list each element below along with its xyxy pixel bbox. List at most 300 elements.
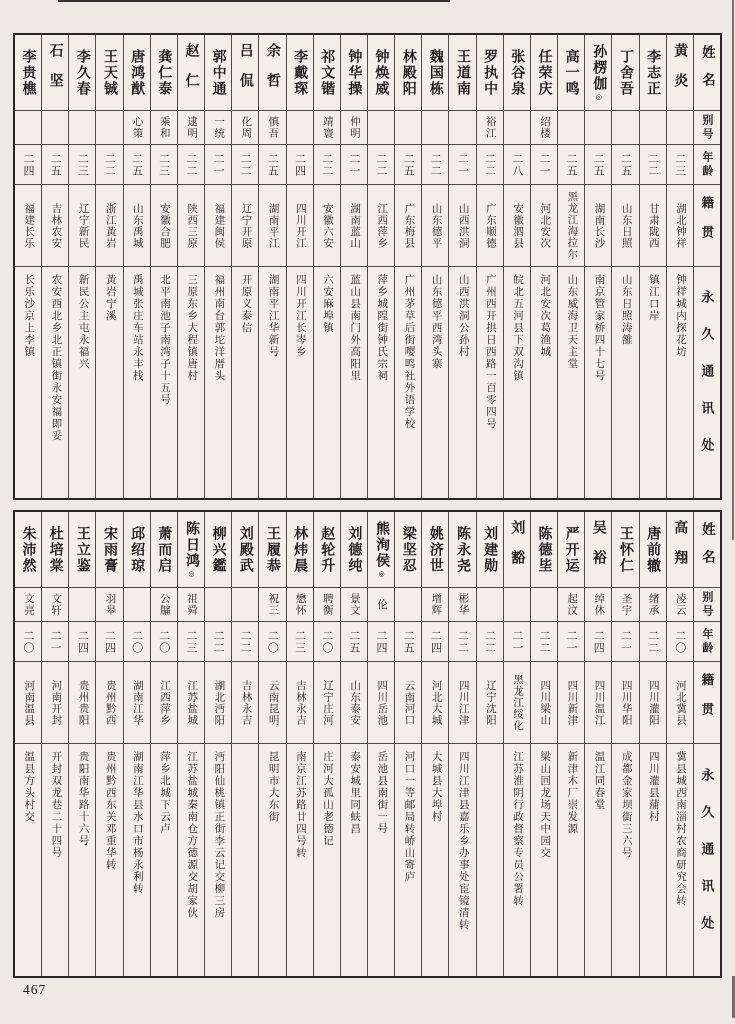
person-origin: 广东顺德: [484, 202, 496, 249]
person-alias: 化周: [240, 116, 252, 139]
alias-cell: [640, 588, 666, 622]
age-cell: [42, 145, 68, 185]
person-alias: 聘衡: [321, 593, 333, 616]
person-origin: 四川华阳: [620, 679, 632, 726]
person-name: 余哲: [264, 42, 280, 103]
origin-header-label: 籍贯: [699, 196, 714, 255]
origin-cell: [96, 662, 122, 744]
address-cell: [287, 267, 313, 498]
person-origin: 湖南蓝山: [349, 202, 361, 249]
origin-cell: [640, 662, 666, 744]
alias-cell: [314, 588, 340, 622]
person-alias: 一统: [213, 116, 225, 139]
person-age: 二〇: [266, 629, 279, 654]
origin-cell: [531, 662, 557, 744]
registry-table-lower: [13, 510, 722, 978]
address-cell: [69, 744, 95, 976]
age-cell: [667, 622, 693, 662]
address-cell: [504, 744, 530, 976]
person-name: 陈日鸿◎: [183, 521, 199, 578]
origin-cell: [558, 662, 584, 744]
person-alias: 心策: [131, 116, 143, 139]
person-address: 温江同春堂: [593, 751, 605, 811]
entry-column: [177, 512, 204, 976]
name-cell: [422, 35, 448, 111]
entry-column: [584, 35, 611, 498]
alias-cell: [124, 588, 150, 622]
person-name: 刘殿武: [237, 525, 253, 574]
person-alias: 伦: [376, 598, 388, 611]
alias-cell: [259, 588, 285, 622]
person-age: 二四: [293, 152, 306, 177]
person-age: 二一: [565, 629, 578, 654]
address-cell: [42, 267, 68, 498]
person-name: 梁坚忍: [400, 525, 416, 574]
origin-cell: [395, 662, 421, 744]
address-cell: [287, 744, 313, 976]
age-cell: [314, 622, 340, 662]
person-name: 魏国栋: [427, 48, 443, 97]
alias-cell: [287, 588, 313, 622]
person-name: 唐鸿猷: [129, 48, 145, 97]
person-alias: 增辉: [430, 593, 442, 616]
age-cell: [178, 145, 204, 185]
person-origin: 四川开江: [294, 202, 306, 249]
address-cell: [612, 267, 638, 498]
alias-cell: [341, 111, 367, 145]
origin-cell: [69, 662, 95, 744]
name-cell: [585, 35, 611, 111]
alias-cell: [368, 588, 394, 622]
entry-column: [204, 512, 231, 976]
name-cell: [124, 512, 150, 588]
age-cell: [395, 622, 421, 662]
address-cell: [69, 267, 95, 498]
person-origin: 湖北沔阳: [213, 679, 225, 726]
entry-column: [639, 35, 666, 498]
address-cell: [341, 744, 367, 976]
person-origin: 黑龙江绥化: [512, 673, 524, 732]
name-cell: [42, 512, 68, 588]
person-name: 陈德坒: [536, 525, 552, 574]
age-header-cell: [694, 145, 720, 185]
person-origin: 四川岳池: [376, 679, 388, 726]
name-cell: [178, 512, 204, 588]
person-age: 二五: [49, 152, 62, 177]
entry-column: [611, 35, 638, 498]
person-address: 江苏盐城秦南仓方德源交胡家伙: [186, 751, 198, 919]
origin-cell: [667, 662, 693, 744]
alias-cell: [395, 588, 421, 622]
origin-cell: [15, 662, 41, 744]
origin-cell: [314, 662, 340, 744]
person-name: 李久春: [74, 48, 90, 97]
person-name: 萧而启: [156, 525, 172, 574]
entry-column: [204, 35, 231, 498]
origin-cell: [422, 662, 448, 744]
address-cell: [96, 744, 122, 976]
person-alias: 绍楼: [538, 116, 550, 139]
person-age: 二二: [537, 629, 550, 654]
origin-cell: [368, 662, 394, 744]
name-header-cell: [694, 35, 720, 111]
person-age: 二五: [565, 152, 578, 177]
address-cell: [531, 267, 557, 498]
person-age: 二二: [429, 152, 442, 177]
person-name: 张谷泉: [509, 48, 525, 97]
person-origin: 福建长乐: [23, 202, 35, 249]
origin-cell: [42, 662, 68, 744]
person-address: 湖南平江华新号: [267, 274, 279, 358]
address-cell: [422, 744, 448, 976]
alias-cell: [558, 111, 584, 145]
person-name: 陈永尧: [455, 525, 471, 574]
person-name: 任荣庆: [536, 48, 552, 97]
address-cell: [151, 744, 177, 976]
age-header-label: 年龄: [700, 150, 713, 179]
origin-cell: [612, 662, 638, 744]
address-cell: [612, 744, 638, 976]
person-address: 福州南台郭坨洋厝头: [213, 274, 225, 382]
entry-column: [313, 512, 340, 976]
person-origin: 河北大城: [430, 679, 442, 726]
alias-cell: [395, 111, 421, 145]
person-name: 林殿阳: [400, 48, 416, 97]
origin-cell: [15, 185, 41, 267]
alias-cell: [504, 588, 530, 622]
name-cell: [640, 512, 666, 588]
entry-column: [448, 35, 475, 498]
name-cell: [449, 35, 475, 111]
person-age: 二八: [510, 152, 523, 177]
person-age: 二二: [103, 152, 116, 177]
person-age: 二二: [212, 629, 225, 654]
person-age: 二四: [103, 629, 116, 654]
name-cell: [612, 35, 638, 111]
alias-cell: [531, 111, 557, 145]
address-cell: [667, 744, 693, 976]
person-age: 二四: [76, 629, 89, 654]
alias-cell: [259, 111, 285, 145]
person-name: 王立鉴: [74, 525, 90, 574]
age-cell: [422, 145, 448, 185]
alias-cell: [640, 111, 666, 145]
address-cell: [96, 267, 122, 498]
address-cell: [151, 267, 177, 498]
person-age: 二一: [510, 629, 523, 654]
age-cell: [368, 622, 394, 662]
address-cell: [395, 744, 421, 976]
name-cell: [449, 512, 475, 588]
person-name: 刘豁: [509, 519, 525, 580]
scan-artifact-top-edge: [58, 0, 450, 2]
person-age: 二〇: [130, 629, 143, 654]
address-cell: [259, 744, 285, 976]
person-address: 禹城张庄车站永丰栈: [131, 274, 143, 382]
origin-cell: [259, 662, 285, 744]
age-cell: [449, 622, 475, 662]
address-header-label: 永久通讯处: [699, 767, 715, 953]
age-cell: [612, 145, 638, 185]
address-cell: [449, 744, 475, 976]
origin-cell: [69, 185, 95, 267]
person-origin: 吉林永吉: [240, 679, 252, 726]
person-age: 二五: [402, 152, 415, 177]
address-cell: [178, 267, 204, 498]
name-cell: [151, 35, 177, 111]
footnote-mark-icon: ◎: [186, 569, 195, 578]
person-address: 广州茅草后街嘤鸣社外语学校: [403, 274, 415, 430]
person-address: 四川江津县嘉乐乡办事处宦镜清转: [457, 751, 469, 931]
alias-header-cell: [694, 588, 720, 622]
address-cell: [667, 267, 693, 498]
age-cell: [531, 622, 557, 662]
entry-column: [530, 35, 557, 498]
entry-column: [421, 512, 448, 976]
person-address: 四川灌县蒲村: [647, 751, 659, 823]
person-origin: 四川温江: [593, 679, 605, 726]
name-cell: [504, 35, 530, 111]
name-cell: [124, 35, 150, 111]
address-cell: [558, 744, 584, 976]
name-cell: [15, 512, 41, 588]
name-cell: [42, 35, 68, 111]
person-alias: 文轩: [50, 593, 62, 616]
name-cell: [477, 35, 503, 111]
name-cell: [232, 35, 258, 111]
age-cell: [558, 145, 584, 185]
entry-column: [286, 35, 313, 498]
origin-cell: [449, 185, 475, 267]
alias-cell: [232, 111, 258, 145]
name-cell: [368, 512, 394, 588]
person-name: 王怀仁: [617, 525, 633, 574]
person-origin: 山东德平: [430, 202, 442, 249]
person-address: 湖南江华县水口市杨永利转: [131, 751, 143, 895]
address-cell: [232, 267, 258, 498]
age-cell: [558, 622, 584, 662]
entry-column: [95, 512, 122, 976]
name-cell: [341, 35, 367, 111]
person-address: 钟祥城内探花坊: [675, 274, 687, 358]
alias-cell: [612, 111, 638, 145]
person-origin: 四川灌阳: [647, 679, 659, 726]
age-header-cell: [694, 622, 720, 662]
person-name: 朱沛然: [20, 525, 36, 574]
address-cell: [124, 267, 150, 498]
person-address: 四川开江长岑乡: [294, 274, 306, 358]
origin-cell: [178, 185, 204, 267]
alias-cell: [585, 588, 611, 622]
person-origin: 山东禹城: [131, 202, 143, 249]
origin-cell: [504, 662, 530, 744]
person-address: 河口一等邮局转峤山寄庐: [403, 751, 415, 883]
person-origin: 河南开封: [50, 679, 62, 726]
entry-column: [258, 35, 285, 498]
person-age: 二一: [619, 629, 632, 654]
entry-column: [68, 512, 95, 976]
alias-cell: [612, 588, 638, 622]
address-cell: [395, 267, 421, 498]
alias-cell: [96, 588, 122, 622]
person-alias: 凌云: [674, 593, 686, 616]
person-alias: 慎吾: [267, 116, 279, 139]
name-cell: [232, 512, 258, 588]
entry-column: [177, 35, 204, 498]
age-cell: [205, 145, 231, 185]
origin-cell: [667, 185, 693, 267]
person-name: 罗执中: [482, 48, 498, 97]
person-origin: 河北冀县: [675, 679, 687, 726]
entry-column: [476, 512, 503, 976]
age-cell: [449, 145, 475, 185]
person-name: 宋雨膏: [101, 525, 117, 574]
person-origin: 四川江津: [457, 679, 469, 726]
age-cell: [205, 622, 231, 662]
alias-cell: [667, 111, 693, 145]
person-origin: 福建闽侯: [213, 202, 225, 249]
person-name: 王道南: [455, 48, 471, 97]
person-origin: 广东梅县: [403, 202, 415, 249]
person-origin: 云南河口: [403, 679, 415, 726]
person-origin: 四川新津: [566, 679, 578, 726]
person-age: 二二: [239, 152, 252, 177]
alias-cell: [341, 588, 367, 622]
person-age: 二四: [22, 152, 35, 177]
entry-column: [258, 512, 285, 976]
origin-header-label: 籍贯: [699, 673, 714, 732]
address-cell: [314, 267, 340, 498]
name-cell: [259, 512, 285, 588]
alias-cell: [667, 588, 693, 622]
person-address: 岳池县南街一号: [376, 751, 388, 835]
alias-cell: [124, 111, 150, 145]
person-address: 广州西开拱日西路一百零四号: [484, 274, 496, 430]
age-cell: [96, 145, 122, 185]
header-column: [693, 512, 720, 976]
origin-cell: [640, 185, 666, 267]
age-cell: [178, 622, 204, 662]
origin-cell: [42, 185, 68, 267]
origin-cell: [585, 662, 611, 744]
person-origin: 四川梁山: [539, 679, 551, 726]
name-cell: [287, 35, 313, 111]
origin-cell: [314, 185, 340, 267]
alias-cell: [449, 588, 475, 622]
person-address: 山东日照涛雒: [620, 274, 632, 346]
person-address: 泰安城里同蚨昌: [349, 751, 361, 835]
entry-column: [41, 512, 68, 976]
age-cell: [341, 622, 367, 662]
origin-cell: [368, 185, 394, 267]
alias-cell: [69, 111, 95, 145]
alias-cell: [205, 111, 231, 145]
person-age: 二〇: [22, 629, 35, 654]
entry-column: [421, 35, 448, 498]
person-address: 蓝山县南门外高阳里: [349, 274, 361, 382]
address-cell: [205, 744, 231, 976]
address-cell: [422, 267, 448, 498]
age-cell: [531, 145, 557, 185]
alias-cell: [531, 588, 557, 622]
person-alias: 羽皋: [104, 593, 116, 616]
person-address: 新津木厂崇发源: [566, 751, 578, 835]
name-cell: [477, 512, 503, 588]
address-cell: [15, 267, 41, 498]
registry-table-upper: [13, 33, 722, 500]
person-origin: 河北安次: [539, 202, 551, 249]
name-cell: [287, 512, 313, 588]
name-cell: [69, 35, 95, 111]
person-address: 开封双龙巷二十四号: [50, 751, 62, 859]
person-name: 钟焕威: [373, 48, 389, 97]
entry-column: [666, 35, 693, 498]
age-cell: [124, 145, 150, 185]
origin-cell: [96, 185, 122, 267]
name-header-label: 姓名: [699, 45, 715, 100]
person-origin: 山东泰安: [349, 679, 361, 726]
person-alias: 懋怀: [294, 593, 306, 616]
age-cell: [504, 145, 530, 185]
person-name: 邱绍琼: [129, 525, 145, 574]
alias-cell: [151, 588, 177, 622]
person-origin: 云南昆明: [267, 679, 279, 726]
person-age: 二五: [130, 152, 143, 177]
person-origin: 江西萍乡: [376, 202, 388, 249]
entry-column: [150, 512, 177, 976]
origin-cell: [612, 185, 638, 267]
name-cell: [314, 35, 340, 111]
entry-column: [476, 35, 503, 498]
person-alias: 靖寰: [321, 116, 333, 139]
person-age: 二〇: [673, 629, 686, 654]
age-cell: [585, 145, 611, 185]
person-address: 皖北五河县下双沟镇: [512, 274, 524, 382]
alias-cell: [15, 588, 41, 622]
age-header-label: 年龄: [700, 627, 713, 656]
name-cell: [531, 35, 557, 111]
person-name: 高翔: [672, 519, 688, 580]
entry-column: [557, 512, 584, 976]
footnote-mark-icon: ◎: [594, 92, 603, 101]
person-origin: 江西萍乡: [159, 679, 171, 726]
age-cell: [314, 145, 340, 185]
person-name: 赵仁: [183, 42, 199, 103]
person-age: 二〇: [157, 629, 170, 654]
origin-cell: [151, 185, 177, 267]
person-age: 二二: [375, 152, 388, 177]
person-alias: 景文: [348, 593, 360, 616]
name-cell: [96, 35, 122, 111]
address-cell: [531, 744, 557, 976]
alias-header-label: 别号: [700, 590, 713, 619]
person-age: 二五: [592, 152, 605, 177]
person-alias: 公牖: [158, 593, 170, 616]
alias-cell: [42, 588, 68, 622]
person-address: 冀县城西南淄村农商研究会转: [675, 751, 687, 907]
person-name: 钟华操: [346, 48, 362, 97]
name-cell: [259, 35, 285, 111]
person-name: 王天铖: [101, 48, 117, 97]
name-cell: [667, 35, 693, 111]
person-age: 二二: [320, 152, 333, 177]
entry-column: [448, 512, 475, 976]
name-cell: [612, 512, 638, 588]
name-cell: [585, 512, 611, 588]
person-address: 萍乡城隍街钟氏宗祠: [376, 274, 388, 382]
origin-cell: [341, 662, 367, 744]
alias-header-cell: [694, 111, 720, 145]
